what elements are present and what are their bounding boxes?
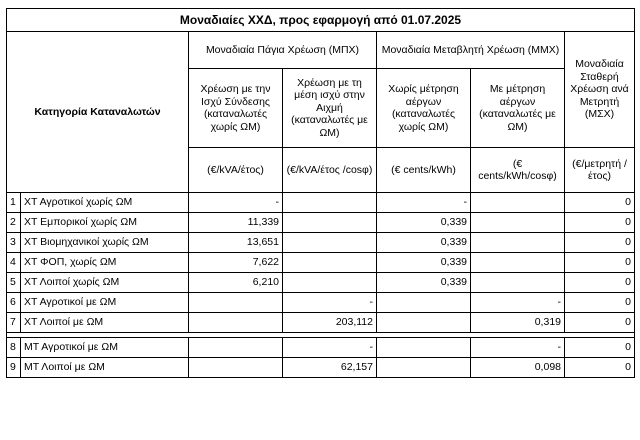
cell-fixed-peak — [283, 213, 377, 233]
row-number: 1 — [7, 193, 21, 213]
row-category: ΧΤ Αγροτικοί με ΩΜ — [21, 293, 189, 313]
cell-variable-no-reactive — [377, 338, 471, 358]
cell-fixed-peak — [283, 253, 377, 273]
cell-fixed-connection — [189, 293, 283, 313]
cell-meter-charge: 0 — [565, 273, 635, 293]
subheader-peak-power: Χρέωση με τη μέση ισχύ στην Αιχμή (καταναλωτές με ΩΜ) — [283, 69, 377, 148]
cell-fixed-connection — [189, 358, 283, 378]
variable-charge-header: Μοναδιαία Μεταβλητή Χρέωση (ΜΜΧ) — [377, 32, 565, 69]
table-row — [7, 253, 635, 273]
table-row — [7, 313, 635, 333]
table-row — [7, 233, 635, 253]
unit-cents-kwh-cosphi: (€ cents/kWh/cosφ) — [471, 148, 565, 193]
cell-variable-no-reactive — [377, 313, 471, 333]
cell-fixed-connection: 13,651 — [189, 233, 283, 253]
tariff-table-container — [6, 8, 635, 378]
row-number: 3 — [7, 233, 21, 253]
table-row — [7, 193, 635, 213]
cell-meter-charge: 0 — [565, 193, 635, 213]
cell-meter-charge: 0 — [565, 293, 635, 313]
cell-meter-charge: 0 — [565, 313, 635, 333]
row-category: ΧΤ ΦΟΠ, χωρίς ΩΜ — [21, 253, 189, 273]
cell-fixed-connection: 7,622 — [189, 253, 283, 273]
row-category: ΧΤ Λοιποί χωρίς ΩΜ — [21, 273, 189, 293]
cell-variable-reactive: 0,098 — [471, 358, 565, 378]
cell-fixed-connection: - — [189, 193, 283, 213]
subheader-connection-power: Χρέωση με την Ισχύ Σύνδεσης (καταναλωτές χωρίς ΩΜ) — [189, 69, 283, 148]
row-number: 7 — [7, 313, 21, 333]
cell-variable-reactive — [471, 213, 565, 233]
fixed-charge-header: Μοναδιαία Πάγια Χρέωση (ΜΠΧ) — [189, 32, 377, 69]
row-number: 6 — [7, 293, 21, 313]
row-number: 4 — [7, 253, 21, 273]
cell-variable-reactive — [471, 233, 565, 253]
cell-variable-no-reactive: 0,339 — [377, 253, 471, 273]
row-category: ΜΤ Λοιποί με ΩΜ — [21, 358, 189, 378]
cell-variable-no-reactive: - — [377, 193, 471, 213]
cell-variable-no-reactive — [377, 358, 471, 378]
cell-variable-reactive: 0,319 — [471, 313, 565, 333]
table-title: Μοναδιαίες ΧΧΔ, προς εφαρμογή από 01.07.2025 — [7, 9, 635, 32]
cell-variable-reactive — [471, 253, 565, 273]
unit-meter-year: (€/μετρητή / έτος) — [565, 148, 635, 193]
meter-charge-header: Μοναδιαία Σταθερή Χρέωση ανά Μετρητή (ΜΣΧ) — [565, 32, 635, 148]
row-category: ΧΤ Βιομηχανικοί χωρίς ΩΜ — [21, 233, 189, 253]
unit-kva-year-cosphi: (€/kVA/έτος /cosφ) — [283, 148, 377, 193]
cell-meter-charge: 0 — [565, 233, 635, 253]
cell-fixed-connection — [189, 338, 283, 358]
cell-fixed-connection: 11,339 — [189, 213, 283, 233]
cell-fixed-peak: 203,112 — [283, 313, 377, 333]
subheader-with-reactive: Με μέτρηση αέργων (καταναλωτές με ΩΜ) — [471, 69, 565, 148]
subheader-no-reactive: Χωρίς μέτρηση αέργων (καταναλωτές χωρίς ΩΜ) — [377, 69, 471, 148]
cell-fixed-connection: 6,210 — [189, 273, 283, 293]
cell-variable-reactive — [471, 193, 565, 213]
row-category: ΧΤ Εμπορικοί χωρίς ΩΜ — [21, 213, 189, 233]
row-number: 5 — [7, 273, 21, 293]
cell-fixed-peak — [283, 273, 377, 293]
cell-fixed-peak — [283, 233, 377, 253]
cell-variable-reactive: - — [471, 338, 565, 358]
cell-fixed-peak: - — [283, 293, 377, 313]
cell-variable-reactive: - — [471, 293, 565, 313]
row-number: 2 — [7, 213, 21, 233]
cell-fixed-peak: - — [283, 338, 377, 358]
cell-fixed-connection — [189, 313, 283, 333]
table-row — [7, 338, 635, 358]
cell-meter-charge: 0 — [565, 338, 635, 358]
table-row — [7, 273, 635, 293]
cell-variable-no-reactive: 0,339 — [377, 233, 471, 253]
cell-meter-charge: 0 — [565, 213, 635, 233]
row-category: ΧΤ Αγροτικοί χωρίς ΩΜ — [21, 193, 189, 213]
unit-cents-kwh: (€ cents/kWh) — [377, 148, 471, 193]
cell-variable-reactive — [471, 273, 565, 293]
row-category: ΧΤ Λοιποί με ΩΜ — [21, 313, 189, 333]
row-number: 9 — [7, 358, 21, 378]
cell-fixed-peak: 62,157 — [283, 358, 377, 378]
tariff-table — [6, 8, 635, 378]
category-header: Κατηγορία Καταναλωτών — [7, 32, 189, 193]
cell-variable-no-reactive — [377, 293, 471, 313]
row-category: ΜΤ Αγροτικοί με ΩΜ — [21, 338, 189, 358]
row-number: 8 — [7, 338, 21, 358]
cell-fixed-peak — [283, 193, 377, 213]
cell-meter-charge: 0 — [565, 358, 635, 378]
cell-variable-no-reactive: 0,339 — [377, 273, 471, 293]
cell-variable-no-reactive: 0,339 — [377, 213, 471, 233]
table-row — [7, 358, 635, 378]
table-row — [7, 293, 635, 313]
table-row — [7, 213, 635, 233]
unit-kva-year: (€/kVA/έτος) — [189, 148, 283, 193]
cell-meter-charge: 0 — [565, 253, 635, 273]
